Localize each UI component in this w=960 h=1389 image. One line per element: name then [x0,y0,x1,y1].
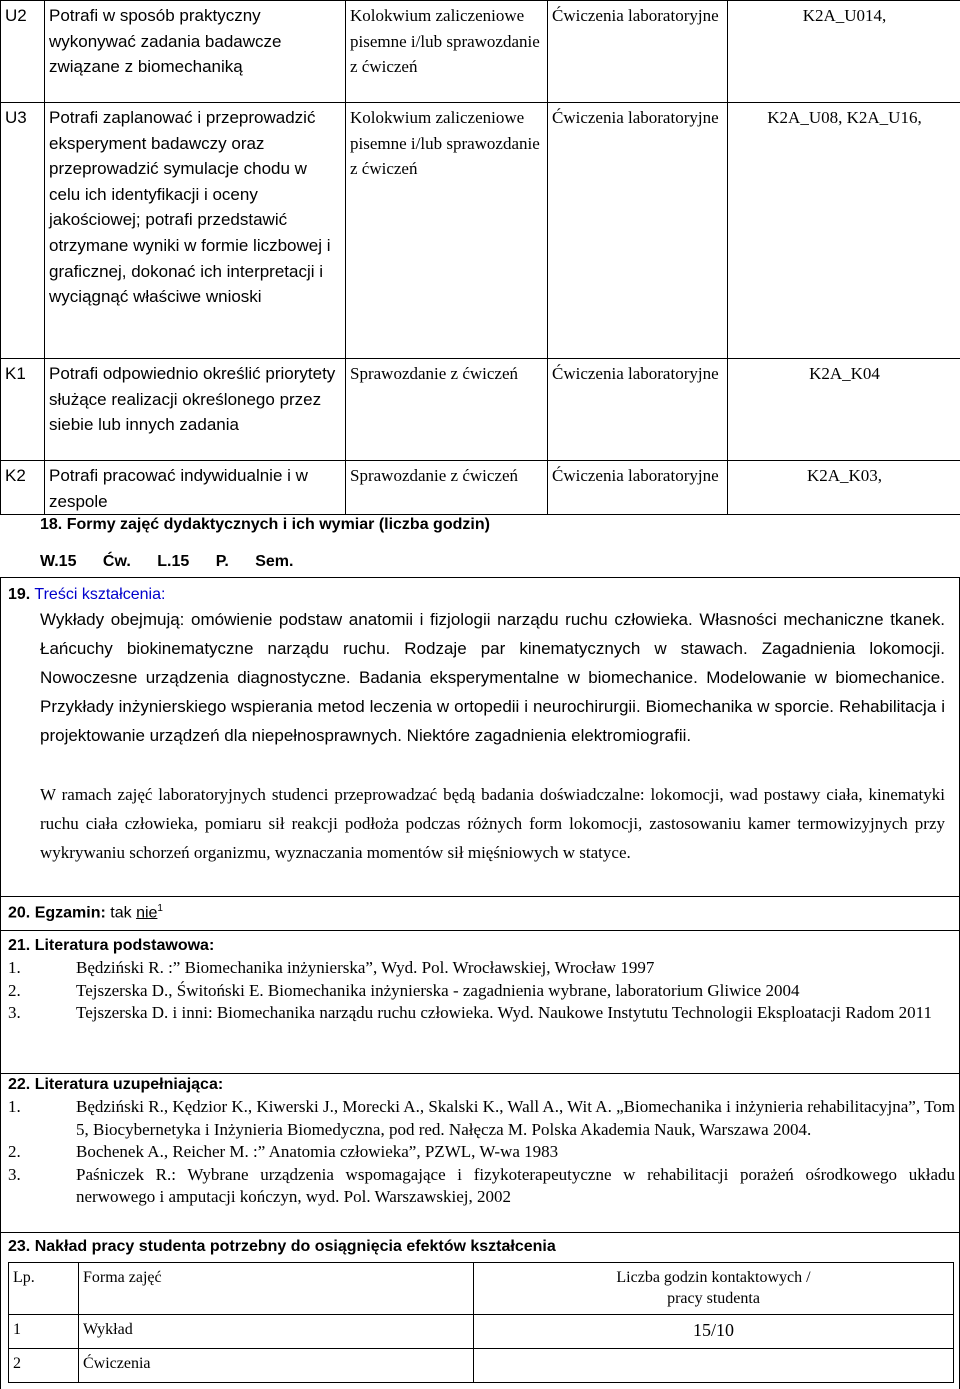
exercise-hours: Ćw. [103,553,131,570]
verification-method: Kolokwium zaliczeniowe pisemne i/lub sprawozdanie z ćwiczeń [346,103,548,359]
item-text: Tejszerska D., Świtoński E. Biomechanika inżynierska - zagadnienia wybrane, laboratorium Gliwice 2004 [76,980,955,1003]
row-hours: 15/10 [474,1314,954,1348]
labs-paragraph: W ramach zajęć laboratoryjnych studenci przeprowadzać będą badania doświadczalne: lokomocji, wad postawy ciała, kinematyki ruchu ciała człowieka, pomiaru sił reakcji podłoża podczas różnych form lokomocji, zastosowaniu kamer termowizyjnych przy wykrywaniu schorzeń organizmu, wyznaczania momentów sił mięśniowych w statyce. [40,780,945,867]
item-number: 2. [8,1141,76,1164]
list-item [8,980,955,1003]
program-reference: K2A_K03, [728,461,960,515]
row-hours [474,1348,954,1382]
content-heading-label: Treści kształcenia: [34,586,165,603]
outcome-description: Potrafi zaplanować i przeprowadzić eksperyment badawczy oraz przeprowadzić symulacje chodu w celu ich identyfikacji i oceny jakościowej; potrafi przedstawić otrzymane wyniki w formie liczbowej i graficznej, dokonać ich interpretacji i wyciągnąć właściwe wnioski [45,103,346,359]
table-row [1,461,960,515]
class-forms-hours [40,551,315,572]
row-form: Wykład [79,1314,474,1348]
content-heading [8,584,165,605]
list-item [8,1164,955,1209]
list-item [8,1002,955,1025]
divider [0,930,960,931]
table-row [1,359,960,461]
table-row [1,1,960,103]
outcome-description: Potrafi odpowiednio określić priorytety służące realizacji określonego przez siebie lub innych zadania [45,359,346,461]
list-item [8,1096,955,1141]
item-number: 1. [8,957,76,980]
outcome-code: U2 [1,1,45,103]
lectures-paragraph: Wykłady obejmują: omówienie podstaw anatomii i fizjologii narządu ruchu człowieka. Własności mechaniczne tkanek. Łańcuchy biokinematyczne narządu ruchu. Rodzaje par kinematycznych w stawach. Zagadnienia lokomocji. Nowoczesne urządzenia diagnostyczne. Badania eksperymentalne w biomechanice. Modelowanie w biomechanice. Przykłady inżynierskiego wspierania metod leczenia w ortopedii i neurochirurgii. Biomechanika w sporcie. Rehabilitacja i projektowanie urządzeń dla niepełnosprawnych. Niektóre zagadnienia elektromiografii. [40,605,945,750]
workload-heading: 23. Nakład pracy studenta potrzebny do osiągnięcia efektów kształcenia [8,1236,556,1257]
basic-literature [8,935,955,1025]
supplementary-literature [8,1074,955,1209]
exam-label: 20. Egzamin: [8,904,106,921]
class-forms-heading: 18. Formy zajęć dydaktycznych i ich wymiar (liczba godzin) [40,514,490,535]
program-reference: K2A_K04 [728,359,960,461]
verification-method: Kolokwium zaliczeniowe pisemne i/lub sprawozdanie z ćwiczeń [346,1,548,103]
item-number: 2. [8,980,76,1003]
workload-table [8,1262,954,1383]
item-number: 1. [8,1096,76,1141]
class-form: Ćwiczenia laboratoryjne [548,103,728,359]
exam-line [8,902,163,924]
item-number: 3. [8,1164,76,1209]
list-item [8,1141,955,1164]
table-row [9,1348,954,1382]
divider [0,1232,960,1233]
content-heading-number: 19. [8,586,30,603]
verification-method: Sprawozdanie z ćwiczeń [346,359,548,461]
program-reference: K2A_U014, [728,1,960,103]
row-number: 1 [9,1314,79,1348]
outcome-description: Potrafi w sposób praktyczny wykonywać zadania badawcze związane z biomechaniką [45,1,346,103]
class-form: Ćwiczenia laboratoryjne [548,1,728,103]
project-hours: P. [216,553,229,570]
outcome-code: U3 [1,103,45,359]
item-text: Będziński R. :” Biomechanika inżynierska”, Wyd. Pol. Wrocławskiej, Wrocław 1997 [76,957,955,980]
class-form: Ćwiczenia laboratoryjne [548,359,728,461]
row-number: 2 [9,1348,79,1382]
basic-literature-heading: 21. Literatura podstawowa: [8,935,955,957]
item-text: Będziński R., Kędzior K., Kiwerski J., Morecki A., Skalski K., Wall A., Wit A. „Biomechanika i inżynieria rehabilitacyjna”, Tom 5, Biocybernetyka i Inżynieria Biomedyczna, pod red. Nałęcza M. Polska Akademia Nauk, Warszawa 2004. [76,1096,955,1141]
supplementary-literature-heading: 22. Literatura uzupełniająca: [8,1074,955,1096]
table-header-row [9,1263,954,1315]
verification-method: Sprawozdanie z ćwiczeń [346,461,548,515]
column-header: Liczba godzin kontaktowych / pracy studenta [474,1263,954,1315]
list-item [8,957,955,980]
column-header: Lp. [9,1263,79,1315]
lecture-hours: W.15 [40,553,76,570]
exam-no: nie [136,904,157,921]
divider [0,896,960,897]
table-row [9,1314,954,1348]
item-number: 3. [8,1002,76,1025]
outcome-code: K1 [1,359,45,461]
row-form: Ćwiczenia [79,1348,474,1382]
table-row [1,103,960,359]
item-text: Tejszerska D. i inni: Biomechanika narządu ruchu człowieka. Wyd. Naukowe Instytutu Technologii Eksploatacji Radom 2011 [76,1002,955,1025]
lab-hours: L.15 [157,553,189,570]
seminar-hours: Sem. [255,553,293,570]
outcome-description: Potrafi pracować indywidualnie i w zespole [45,461,346,515]
outcome-code: K2 [1,461,45,515]
class-form: Ćwiczenia laboratoryjne [548,461,728,515]
program-reference: K2A_U08, K2A_U16, [728,103,960,359]
item-text: Paśniczek R.: Wybrane urządzenia wspomagające i fizykoterapeutyczne w rehabilitacji porażeń ośrodkowego układu nerwowego i amputacji kończyn, wyd. Pol. Warszawskiej, 2002 [76,1164,955,1209]
learning-outcomes-table [0,0,960,515]
exam-footnote: 1 [157,903,163,914]
exam-yes: tak [110,904,131,921]
column-header: Forma zajęć [79,1263,474,1315]
item-text: Bochenek A., Reicher M. :” Anatomia człowieka”, PZWL, W-wa 1983 [76,1141,955,1164]
